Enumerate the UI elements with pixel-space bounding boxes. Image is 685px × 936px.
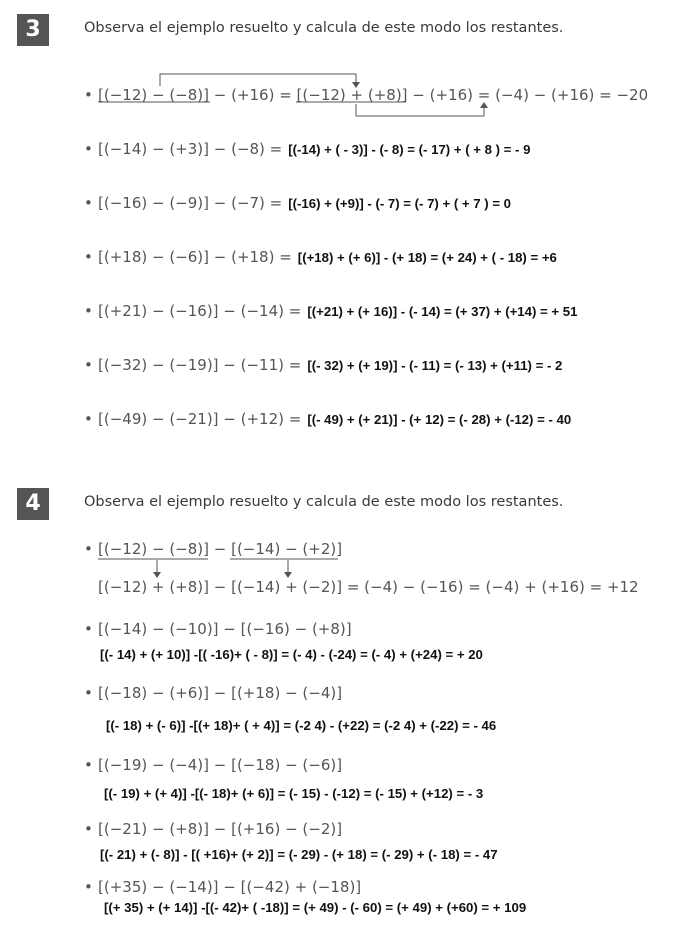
exercise-row xyxy=(84,684,342,702)
exercise-row xyxy=(84,878,361,896)
example-expression-line2: [(−12) + (+8)] − [(−14) + (−2)] = (−4) − (−16) = (−4) + (+16) = +12 xyxy=(98,578,639,596)
bullet: • xyxy=(84,684,93,702)
handwritten-answer: [(+21) + (+ 16)] - (- 14) = (+ 37) + (+14) = + 51 xyxy=(307,304,578,319)
exercise-row xyxy=(84,140,530,158)
section-instruction: Observa el ejemplo resuelto y calcula de este modo los restantes. xyxy=(84,494,564,510)
section-number-badge: 3 xyxy=(17,14,49,46)
problem-text: [(−19) − (−4)] − [(−18) − (−6)] xyxy=(98,756,343,774)
bullet: • xyxy=(84,302,93,320)
bullet: • xyxy=(84,756,93,774)
exercise-row xyxy=(84,356,562,374)
bullet: • xyxy=(84,248,93,266)
example-row xyxy=(84,86,648,104)
exercise-row xyxy=(84,410,571,428)
bullet: • xyxy=(84,878,93,896)
bullet: • xyxy=(84,620,93,638)
exercise-row xyxy=(84,756,342,774)
problem-text: [(−14) − (+3)] − (−8) = xyxy=(98,140,283,158)
bullet: • xyxy=(84,140,93,158)
exercise-row xyxy=(84,820,342,838)
handwritten-answer: [(+ 35) + (+ 14)] -[(- 42)+ ( -18)] = (+ 49) - (- 60) = (+ 49) + (+60) = + 109 xyxy=(104,900,527,915)
handwritten-answer: [(- 18) + (- 6)] -[(+ 18)+ ( + 4)] = (-2 4) - (+22) = (-2 4) + (-22) = - 46 xyxy=(106,718,497,733)
bullet: • xyxy=(84,86,93,104)
problem-text: [(−18) − (+6)] − [(+18) − (−4)] xyxy=(98,684,343,702)
problem-text: [(−32) − (−19)] − (−11) = xyxy=(98,356,302,374)
bullet: • xyxy=(84,540,93,558)
exercise-row xyxy=(84,620,352,638)
problem-text: [(+21) − (−16)] − (−14) = xyxy=(98,302,302,320)
problem-text: [(+35) − (−14)] − [(−42) + (−18)] xyxy=(98,878,362,896)
bullet: • xyxy=(84,410,93,428)
problem-text: [(+18) − (−6)] − (+18) = xyxy=(98,248,292,266)
bullet: • xyxy=(84,820,93,838)
problem-text: [(−16) − (−9)] − (−7) = xyxy=(98,194,283,212)
handwritten-answer: [(-14) + ( - 3)] - (- 8) = (- 17) + ( + 8 ) = - 9 xyxy=(288,142,531,157)
example-expression: [(−12) − (−8)] − (+16) = [(−12) + (+8)] − (+16) = (−4) − (+16) = −20 xyxy=(98,86,649,104)
handwritten-answer: [(- 19) + (+ 4)] -[(- 18)+ (+ 6)] = (- 15) - (-12) = (- 15) + (+12) = - 3 xyxy=(104,786,484,801)
handwritten-answer: [(- 21) + (- 8)] - [( +16)+ (+ 2)] = (- 29) - (+ 18) = (- 29) + (- 18) = - 47 xyxy=(100,847,498,862)
example-row xyxy=(84,540,342,558)
handwritten-answer: [(- 14) + (+ 10)] -[( -16)+ ( - 8)] = (- 4) - (-24) = (- 4) + (+24) = + 20 xyxy=(100,647,483,662)
exercise-row xyxy=(84,248,557,266)
handwritten-answer: [(- 32) + (+ 19)] - (- 11) = (- 13) + (+11) = - 2 xyxy=(307,358,563,373)
handwritten-answer: [(- 49) + (+ 21)] - (+ 12) = (- 28) + (-12) = - 40 xyxy=(307,412,572,427)
exercise-row xyxy=(84,194,511,212)
handwritten-answer: [(+18) + (+ 6)] - (+ 18) = (+ 24) + ( - 18) = +6 xyxy=(297,250,557,265)
handwritten-answer: [(-16) + (+9)] - (- 7) = (- 7) + ( + 7 ) = 0 xyxy=(288,196,512,211)
example-expression: [(−12) − (−8)] − [(−14) − (+2)] xyxy=(98,540,343,558)
bullet: • xyxy=(84,194,93,212)
problem-text: [(−49) − (−21)] − (+12) = xyxy=(98,410,302,428)
bullet: • xyxy=(84,356,93,374)
problem-text: [(−21) − (+8)] − [(+16) − (−2)] xyxy=(98,820,343,838)
section-instruction: Observa el ejemplo resuelto y calcula de este modo los restantes. xyxy=(84,20,564,36)
problem-text: [(−14) − (−10)] − [(−16) − (+8)] xyxy=(98,620,352,638)
exercise-row xyxy=(84,302,577,320)
section-number-badge: 4 xyxy=(17,488,49,520)
